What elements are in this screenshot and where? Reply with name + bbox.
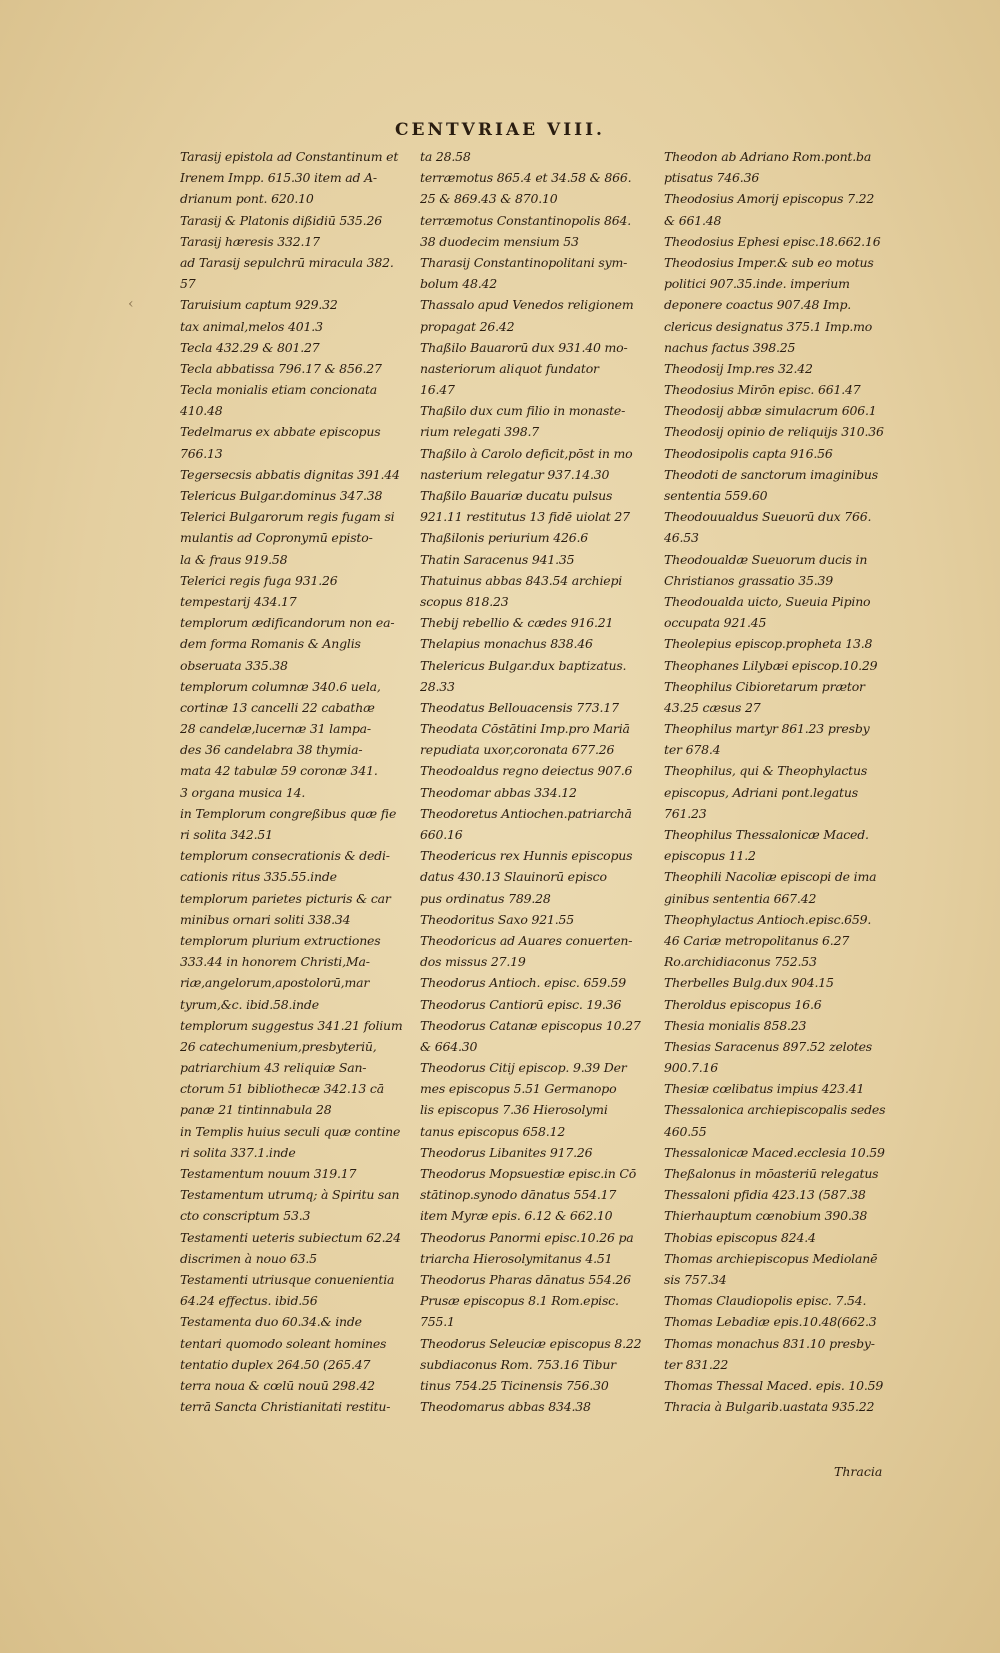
index-entry-line: Thesias Saracenus 897.52 zelotes xyxy=(664,1038,873,1054)
index-entry-line: item Myræ epis. 6.12 & 662.10 xyxy=(420,1208,613,1224)
index-entry-line: ter 678.4 xyxy=(664,742,721,758)
index-entry-line: ri solita 337.1.inde xyxy=(180,1144,296,1160)
index-entry-line: Irenem Impp. 615.30 item ad A- xyxy=(180,170,377,186)
index-entry-line: Theodorus Citij episcop. 9.39 Der xyxy=(420,1060,627,1076)
index-entry-line: Theophilus martyr 861.23 presby xyxy=(664,721,870,737)
index-entry-line: 900.7.16 xyxy=(664,1060,719,1076)
index-entry-line: Theodorus Cantiorū episc. 19.36 xyxy=(420,996,622,1012)
index-entry-line: Theodosij abbæ simulacrum 606.1 xyxy=(664,403,877,419)
index-entry-line: Tedelmarus ex abbate episcopus xyxy=(180,424,381,440)
index-entry-line: deponere coactus 907.48 Imp. xyxy=(664,297,852,313)
index-entry-line: Thomas Claudiopolis episc. 7.54. xyxy=(664,1293,867,1309)
index-entry-line: ginibus sententia 667.42 xyxy=(664,890,817,906)
index-entry-line: 64.24 effectus. ibid.56 xyxy=(180,1293,318,1309)
index-entry-line: Theodosius Mirōn episc. 661.47 xyxy=(664,382,861,398)
index-entry-line: Tarasij epistola ad Constantinum et xyxy=(180,149,399,164)
index-entry-line: Theodorus Antioch. episc. 659.59 xyxy=(420,975,626,991)
index-entry-line: ri solita 342.51 xyxy=(180,827,273,842)
index-entry-line: minibus ornari soliti 338.34 xyxy=(180,911,351,927)
index-entry-line: Prusæ episcopus 8.1 Rom.episc. xyxy=(420,1293,619,1309)
index-entry-line: Testamenti utriusque conuenientia xyxy=(180,1271,395,1287)
index-entry-line: Theodosipolis capta 916.56 xyxy=(664,445,833,461)
index-entry-line: 333.44 in honorem Christi,Ma- xyxy=(180,954,370,970)
index-entry-line: lis episcopus 7.36 Hierosolymi xyxy=(420,1102,608,1118)
index-entry-line: la & fraus 919.58 xyxy=(180,551,288,567)
index-entry-line: Theophilus Thessalonicæ Maced. xyxy=(664,827,869,842)
index-entry-line: terræmotus 865.4 et 34.58 & 866. xyxy=(420,170,632,186)
index-entry-line: Tegersecsis abbatis dignitas 391.44 xyxy=(180,466,400,482)
index-entry-line: Thatin Saracenus 941.35 xyxy=(420,551,575,567)
index-entry-line: clericus designatus 375.1 Imp.mo xyxy=(664,318,873,334)
index-entry-line: des 36 candelabra 38 thymia- xyxy=(180,742,363,758)
index-entry-line: riæ,angelorum,apostolorū,mar xyxy=(180,975,370,991)
index-entry-line: Theodosij Imp.res 32.42 xyxy=(664,360,813,376)
index-entry-line: Thesia monialis 858.23 xyxy=(664,1017,807,1033)
index-entry-line: Thesiæ cœlibatus impius 423.41 xyxy=(664,1081,865,1097)
index-entry-line: Thelericus Bulgar.dux baptizatus. xyxy=(420,657,627,673)
index-entry-line: 660.16 xyxy=(420,827,463,842)
index-entry-line: bolum 48.42 xyxy=(420,276,497,292)
index-entry-line: Theroldus episcopus 16.6 xyxy=(664,996,822,1012)
index-entry-line: mes episcopus 5.51 Germanopo xyxy=(420,1081,617,1097)
index-entry-line: Thaßilo Bauarorū dux 931.40 mo- xyxy=(420,339,628,355)
index-entry-line: Tarasij hæresis 332.17 xyxy=(180,233,320,249)
index-entry-line: Thelapius monachus 838.46 xyxy=(420,636,593,652)
index-entry-line: Theophilus, qui & Theophylactus xyxy=(664,763,868,779)
index-entry-line: Theophili Nacoliæ episcopi de ima xyxy=(664,869,877,885)
index-entry-line: Theodosius Ephesi episc.18.662.16 xyxy=(664,233,881,249)
index-entry-line: templorum parietes picturis & car xyxy=(180,890,391,906)
index-entry-line: Theodorus Mopsuestiæ episc.in Cō xyxy=(420,1166,637,1181)
index-entry-line: Theodomarus abbas 834.38 xyxy=(420,1399,591,1415)
index-entry-line: terræmotus Constantinopolis 864. xyxy=(420,212,631,228)
index-entry-line: in Templorum congreßibus quæ fie xyxy=(180,805,397,821)
index-entry-line: triarcha Hierosolymitanus 4.51 xyxy=(420,1250,613,1266)
index-entry-line: & 661.48 xyxy=(664,212,722,228)
index-entry-line: dem forma Romanis & Anglis xyxy=(180,636,361,652)
index-entry-line: 46.53 xyxy=(664,530,699,546)
index-entry-line: templorum columnæ 340.6 uela, xyxy=(180,678,381,694)
index-entry-line: patriarchium 43 reliquiæ San- xyxy=(180,1060,367,1076)
index-entry-line: 460.55 xyxy=(664,1123,707,1139)
index-entry-line: Thobias episcopus 824.4 xyxy=(664,1229,816,1245)
index-entry-line: Theodoaldus regno deiectus 907.6 xyxy=(420,763,633,779)
index-entry-line: Theophanes Lilybæi episcop.10.29 xyxy=(664,657,878,673)
index-entry-line: Thomas Lebadiæ epis.10.48(662.3 xyxy=(664,1314,877,1330)
index-entry-line: sis 757.34 xyxy=(664,1271,727,1287)
running-header: CENTVRIAE VIII. xyxy=(395,120,605,140)
index-entry-line: mata 42 tabulæ 59 coronæ 341. xyxy=(180,763,378,779)
index-entry-line: dos missus 27.19 xyxy=(420,954,526,970)
index-entry-line: obseruata 335.38 xyxy=(180,657,288,673)
index-entry-line: Thierhauptum cœnobium 390.38 xyxy=(664,1208,868,1224)
index-column-2 xyxy=(420,146,660,1417)
index-entry-line: Thassalo apud Venedos religionem xyxy=(420,297,634,313)
index-entry-line: Thracia à Bulgarib.uastata 935.22 xyxy=(664,1399,875,1415)
index-entry-line: nasterium relegatur 937.14.30 xyxy=(420,466,610,482)
index-entry-line: 57 xyxy=(180,276,196,292)
index-entry-line: 28 candelæ,lucernæ 31 lampa- xyxy=(180,721,371,737)
index-entry-line: Theophilus Cibioretarum prætor xyxy=(664,678,865,694)
index-entry-line: propagat 26.42 xyxy=(420,318,515,334)
index-entry-line: Theodatus Bellouacensis 773.17 xyxy=(420,699,619,715)
index-entry-line: Theßalonus in mōasteriū relegatus xyxy=(664,1166,879,1181)
index-entry-line: terra noua & cœlū nouū 298.42 xyxy=(180,1377,375,1393)
index-entry-line: 921.11 restitutus 13 fidē uiolat 27 xyxy=(420,509,630,525)
index-entry-line: Taruisium captum 929.32 xyxy=(180,297,338,313)
index-entry-line: Theodosius Amorij episcopus 7.22 xyxy=(664,191,875,207)
index-entry-line: mulantis ad Copronymū episto- xyxy=(180,530,373,546)
index-entry-line: Tharasij Constantinopolitani sym- xyxy=(420,254,628,270)
index-entry-line: 43.25 cæsus 27 xyxy=(664,699,761,715)
index-entry-line: 3 organa musica 14. xyxy=(180,784,306,800)
index-entry-line: Theophylactus Antioch.episc.659. xyxy=(664,911,872,927)
index-entry-line: Theodorus Libanites 917.26 xyxy=(420,1144,593,1160)
index-entry-line: drianum pont. 620.10 xyxy=(180,191,314,207)
index-entry-line: nachus factus 398.25 xyxy=(664,339,796,355)
index-entry-line: nasteriorum aliquot fundator xyxy=(420,360,599,376)
index-entry-line: Christianos grassatio 35.39 xyxy=(664,572,834,588)
index-entry-line: panæ 21 tintinnabula 28 xyxy=(180,1102,332,1118)
index-entry-line: ad Tarasij sepulchrū miracula 382. xyxy=(180,254,394,270)
index-entry-line: 766.13 xyxy=(180,445,223,461)
index-entry-line: Theodoritus Saxo 921.55 xyxy=(420,911,574,927)
index-entry-line: tempestarij 434.17 xyxy=(180,593,297,609)
index-entry-line: Theodomar abbas 334.12 xyxy=(420,784,577,800)
index-entry-line: tinus 754.25 Ticinensis 756.30 xyxy=(420,1377,609,1393)
index-entry-line: Thomas Thessal Maced. epis. 10.59 xyxy=(664,1377,884,1393)
index-entry-line: ter 831.22 xyxy=(664,1356,729,1372)
index-entry-line: 26 catechumenium,presbyteriū, xyxy=(180,1038,377,1054)
index-entry-line: cortinæ 13 cancelli 22 cabathæ xyxy=(180,699,375,715)
index-entry-line: Testamenti ueteris subiectum 62.24 xyxy=(180,1229,401,1245)
index-entry-line: Theodoricus ad Auares conuerten- xyxy=(420,932,633,948)
index-entry-line: Thessaloni pfidia 423.13 (587.38 xyxy=(664,1187,866,1203)
index-entry-line: ctorum 51 bibliothecæ 342.13 cā xyxy=(180,1081,384,1097)
index-entry-line: Theodosius Imper.& sub eo motus xyxy=(664,254,874,270)
index-entry-line: repudiata uxor,coronata 677.26 xyxy=(420,742,615,758)
index-entry-line: episcopus, Adriani pont.legatus xyxy=(664,784,858,800)
index-entry-line: Tarasij & Platonis dißidiū 535.26 xyxy=(180,212,382,228)
index-entry-line: pus ordinatus 789.28 xyxy=(420,890,551,906)
catchword: Thracia xyxy=(834,1464,883,1479)
index-entry-line: Therbelles Bulg.dux 904.15 xyxy=(664,975,834,991)
index-entry-line: cationis ritus 335.55.inde xyxy=(180,869,337,885)
index-entry-line: ptisatus 746.36 xyxy=(664,170,760,186)
index-entry-line: Theodorus Catanæ episcopus 10.27 xyxy=(420,1017,641,1033)
index-entry-line: 28.33 xyxy=(420,678,455,694)
index-entry-line: Theodoti de sanctorum imaginibus xyxy=(664,466,878,482)
index-entry-line: Thaßilo dux cum filio in monaste- xyxy=(420,403,626,419)
index-entry-line: tanus episcopus 658.12 xyxy=(420,1123,566,1139)
index-entry-line: Testamentum nouum 319.17 xyxy=(180,1166,357,1181)
index-entry-line: ta 28.58 xyxy=(420,149,471,164)
index-entry-line: Ro.archidiaconus 752.53 xyxy=(664,954,817,970)
index-entry-line: 25 & 869.43 & 870.10 xyxy=(420,191,558,207)
index-entry-line: Thessalonicæ Maced.ecclesia 10.59 xyxy=(664,1144,885,1160)
index-entry-line: 755.1 xyxy=(420,1314,455,1330)
index-entry-line: Theodata Cōstātini Imp.pro Mariā xyxy=(420,721,630,737)
index-entry-line: Theodorus Pharas dānatus 554.26 xyxy=(420,1271,631,1287)
index-entry-line: Theodoualda uicto, Sueuia Pipino xyxy=(664,593,871,609)
index-entry-line: 410.48 xyxy=(180,403,223,419)
index-entry-line: in Templis huius seculi quæ contine xyxy=(180,1123,401,1139)
index-entry-line: Thomas monachus 831.10 presby- xyxy=(664,1335,875,1351)
index-entry-line: Theolepius episcop.propheta 13.8 xyxy=(664,636,873,652)
index-entry-line: stātinop.synodo dānatus 554.17 xyxy=(420,1187,617,1203)
index-entry-line: episcopus 11.2 xyxy=(664,848,756,864)
index-entry-line: datus 430.13 Slauinorū episco xyxy=(420,869,607,885)
index-entry-line: Theodorus Seleuciæ episcopus 8.22 xyxy=(420,1335,642,1351)
index-entry-line: Telerici regis fuga 931.26 xyxy=(180,572,338,588)
index-entry-line: 38 duodecim mensium 53 xyxy=(420,233,579,249)
index-entry-line: Tecla 432.29 & 801.27 xyxy=(180,339,320,355)
index-entry-line: 46 Cariæ metropolitanus 6.27 xyxy=(664,932,850,948)
index-column-3 xyxy=(664,146,914,1417)
index-entry-line: Theodoretus Antiochen.patriarchā xyxy=(420,805,632,821)
index-entry-line: templorum suggestus 341.21 folium xyxy=(180,1017,403,1033)
index-entry-line: Theodouualdus Sueuorū dux 766. xyxy=(664,509,872,525)
index-entry-line: sententia 559.60 xyxy=(664,488,768,503)
index-entry-line: tyrum,&c. ibid.58.inde xyxy=(180,996,319,1012)
index-entry-line: templorum ædificandorum non ea- xyxy=(180,615,395,631)
index-entry-line: Telerici Bulgarorum regis fugam si xyxy=(180,509,395,525)
index-entry-line: Thessalonica archiepiscopalis sedes xyxy=(664,1102,886,1118)
index-entry-line: Theodericus rex Hunnis episcopus xyxy=(420,848,633,864)
index-entry-line: scopus 818.23 xyxy=(420,593,509,609)
index-entry-line: Theodorus Panormi episc.10.26 pa xyxy=(420,1229,634,1245)
index-entry-line: tax animal,melos 401.3 xyxy=(180,318,323,334)
index-entry-line: Testamentum utrumq; à Spiritu san xyxy=(180,1187,400,1203)
index-entry-line: Theodon ab Adriano Rom.pont.ba xyxy=(664,149,872,164)
index-entry-line: subdiaconus Rom. 753.16 Tibur xyxy=(420,1356,616,1372)
index-entry-line: Thebij rebellio & cædes 916.21 xyxy=(420,615,614,631)
index-entry-line: rium relegati 398.7 xyxy=(420,424,540,440)
index-entry-line: Thaßilonis periurium 426.6 xyxy=(420,530,589,546)
index-entry-line: cto conscriptum 53.3 xyxy=(180,1208,311,1224)
index-entry-line: & 664.30 xyxy=(420,1038,478,1054)
index-entry-line: Testamenta duo 60.34.& inde xyxy=(180,1314,362,1330)
index-entry-line: Thomas archiepiscopus Mediolanē xyxy=(664,1250,878,1266)
index-entry-line: Telericus Bulgar.dominus 347.38 xyxy=(180,488,383,503)
index-entry-line: templorum consecrationis & dedi- xyxy=(180,848,390,864)
index-entry-line: discrimen à nouo 63.5 xyxy=(180,1250,317,1266)
index-entry-line: Thaßilo Bauariæ ducatu pulsus xyxy=(420,488,613,503)
index-entry-line: Theodosij opinio de reliquijs 310.36 xyxy=(664,424,884,440)
index-entry-line: 761.23 xyxy=(664,805,707,821)
index-entry-line: Tecla monialis etiam concionata xyxy=(180,382,378,398)
index-column-1 xyxy=(180,146,416,1417)
index-entry-line: tentari quomodo soleant homines xyxy=(180,1335,387,1351)
index-entry-line: politici 907.35.inde. imperium xyxy=(664,276,850,292)
index-entry-line: Theodoualdæ Sueuorum ducis in xyxy=(664,551,868,567)
index-entry-line: Thatuinus abbas 843.54 archiepi xyxy=(420,572,623,588)
index-entry-line: Tecla abbatissa 796.17 & 856.27 xyxy=(180,360,382,376)
index-entry-line: occupata 921.45 xyxy=(664,615,767,631)
index-entry-line: Thaßilo à Carolo deficit,pōst in mo xyxy=(420,445,633,461)
index-entry-line: 16.47 xyxy=(420,382,455,398)
index-entry-line: terrā Sancta Christianitati restitu- xyxy=(180,1399,391,1415)
index-entry-line: templorum plurium extructiones xyxy=(180,932,381,948)
index-entry-line: tentatio duplex 264.50 (265.47 xyxy=(180,1356,371,1372)
margin-mark: ‹ xyxy=(128,296,134,312)
